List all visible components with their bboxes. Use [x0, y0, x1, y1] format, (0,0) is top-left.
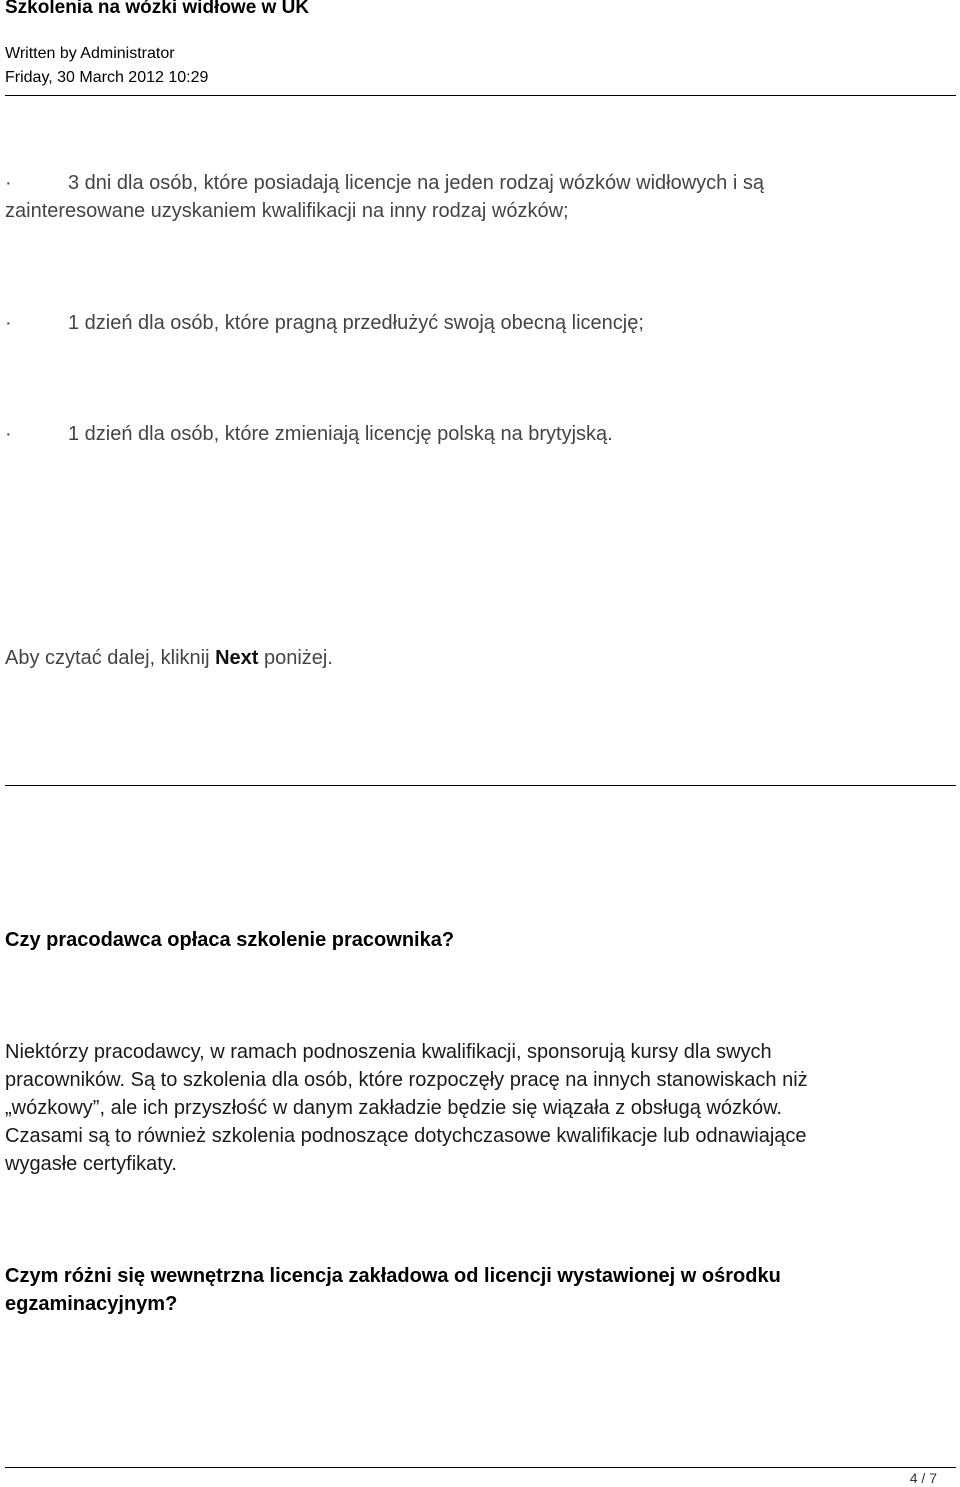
paragraph-line: pracowników. Są to szkolenia dla osób, które rozpoczęły pracę na innych stanowiskach niż [5, 1069, 808, 1091]
paragraph-line: wygasłe certyfikaty. [5, 1153, 177, 1175]
bullet-item [5, 423, 905, 453]
bullet-text-continued: zainteresowane uzyskaniem kwalifikacji na inny rodzaj wózków; [5, 200, 569, 222]
read-more-suffix: poniżej. [258, 647, 333, 669]
date-line: Friday, 30 March 2012 10:29 [5, 69, 209, 86]
bullet-text: 3 dni dla osób, które posiadają licencje na jeden rodzaj wózków widłowych i są [68, 172, 764, 194]
read-more-prefix: Aby czytać dalej, kliknij [5, 647, 216, 669]
bullet-dot: · [5, 423, 12, 445]
read-more-text [5, 647, 333, 670]
bullet-item [5, 312, 905, 342]
bullet-dot: · [5, 172, 12, 194]
paragraph-line: Niektórzy pracodawcy, w ramach podnoszenia kwalifikacji, sponsorują kursy dla swych [5, 1041, 772, 1063]
bullet-text: 1 dzień dla osób, które zmieniają licencję polską na brytyjską. [68, 423, 613, 445]
heading-line: egzaminacyjnym? [5, 1293, 178, 1315]
page-number: 4 / 7 [909, 1470, 937, 1486]
page-title: Szkolenia na wózki widłowe w UK [5, 0, 310, 18]
section-heading: Czy pracodawca opłaca szkolenie pracownika? [5, 929, 455, 951]
section-paragraph [5, 1038, 925, 1178]
header-divider [5, 95, 956, 96]
bullet-text: 1 dzień dla osób, które pragną przedłużyć swoją obecną licencję; [68, 312, 644, 334]
section-divider [5, 785, 956, 786]
paragraph-line: Czasami są to również szkolenia podnoszące dotychczasowe kwalifikacje lub odnawiające [5, 1125, 807, 1147]
next-link[interactable]: Next [215, 647, 259, 669]
bullet-item [5, 172, 905, 232]
bullet-dot: · [5, 312, 12, 334]
author-line: Written by Administrator [5, 45, 175, 62]
paragraph-line: „wózkowy”, ale ich przyszłość w danym zakładzie będzie się wiązała z obsługą wózków. [5, 1097, 782, 1119]
section-heading [5, 1262, 781, 1318]
heading-line: Czym różni się wewnętrzna licencja zakładowa od licencji wystawionej w ośrodku [5, 1265, 781, 1287]
footer-divider [5, 1467, 956, 1468]
